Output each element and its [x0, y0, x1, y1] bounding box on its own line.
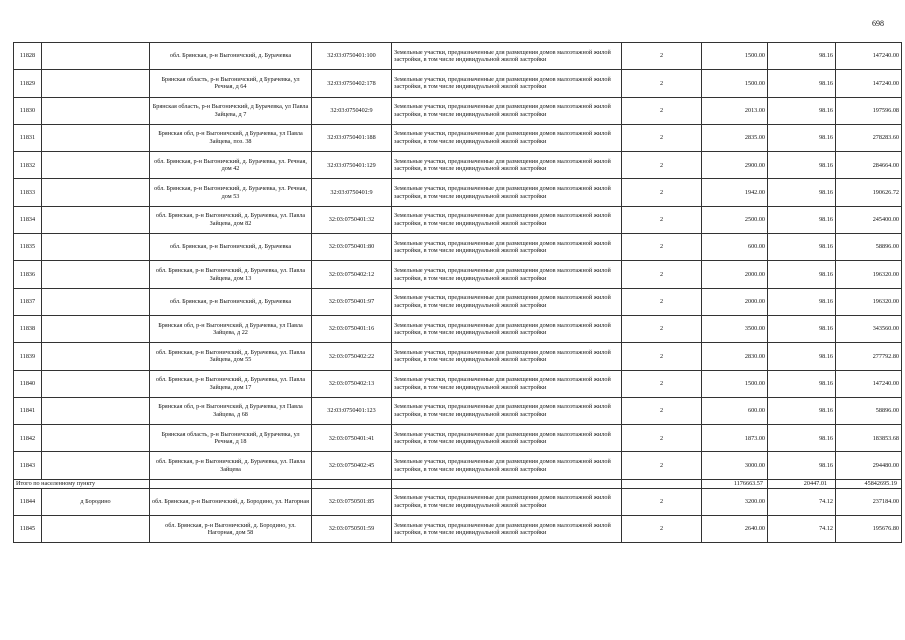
- area-cell: 600.00: [702, 234, 768, 261]
- area-cell: 2830.00: [702, 343, 768, 370]
- value-cell: 237184.00: [836, 488, 902, 515]
- rows-section-a: [14, 43, 902, 480]
- cadastral-number-cell: 32:03:0750402:45: [312, 452, 392, 479]
- row-number: 11832: [14, 152, 42, 179]
- value-cell: 183853.68: [836, 425, 902, 452]
- rate-cell: 98.16: [768, 452, 836, 479]
- cadastral-number-cell: 32:03:0750401:129: [312, 152, 392, 179]
- row-number: 11836: [14, 261, 42, 288]
- area-cell: 1500.00: [702, 43, 768, 70]
- category-cell: 2: [622, 452, 702, 479]
- land-use-cell: Земельные участки, предназначенные для размещения домов малоэтажной жилой застройки, в том числе индивидуальной жилой застройки: [392, 261, 622, 288]
- locality-cell: [42, 261, 150, 288]
- address-cell: Брянская обл, р-н Выгоничский, д Бурачевка, ул Павла Зайцева, поз. 38: [150, 124, 312, 151]
- table-row: [14, 343, 902, 370]
- rate-cell: 98.16: [768, 70, 836, 97]
- row-number: 11830: [14, 97, 42, 124]
- table-row: [14, 425, 902, 452]
- area-cell: 3200.00: [702, 488, 768, 515]
- rate-cell: 98.16: [768, 97, 836, 124]
- value-cell: 277792.80: [836, 343, 902, 370]
- table-row: [14, 152, 902, 179]
- rate-cell: 98.16: [768, 206, 836, 233]
- locality-cell: [42, 179, 150, 206]
- table-row: [14, 97, 902, 124]
- cadastral-number-cell: 32:03:0750402:9: [312, 97, 392, 124]
- category-cell: 2: [622, 425, 702, 452]
- total-empty-cell: [622, 479, 702, 488]
- rate-cell: 98.16: [768, 261, 836, 288]
- cadastral-number-cell: 32:03:0750401:16: [312, 315, 392, 342]
- land-use-cell: Земельные участки, предназначенные для размещения домов малоэтажной жилой застройки, в том числе индивидуальной жилой застройки: [392, 152, 622, 179]
- land-use-cell: Земельные участки, предназначенные для размещения домов малоэтажной жилой застройки, в том числе индивидуальной жилой застройки: [392, 179, 622, 206]
- cadastral-number-cell: 32:03:0750401:32: [312, 206, 392, 233]
- address-cell: обл. Брянская, р-н Выгоничский, д. Бурачевка: [150, 43, 312, 70]
- category-cell: 2: [622, 152, 702, 179]
- address-cell: Брянская обл, р-н Выгоничский, д Бурачевка, ул Павла Зайцева, д 68: [150, 397, 312, 424]
- category-cell: 2: [622, 315, 702, 342]
- table-row: [14, 516, 902, 543]
- table-row: [14, 234, 902, 261]
- area-cell: 2000.00: [702, 261, 768, 288]
- locality-cell: [42, 516, 150, 543]
- value-cell: 284664.00: [836, 152, 902, 179]
- total-empty-cell: [150, 479, 312, 488]
- total-rate: 20447.01: [768, 479, 836, 488]
- table-row: [14, 261, 902, 288]
- table-row: [14, 179, 902, 206]
- area-cell: 2900.00: [702, 152, 768, 179]
- area-cell: 600.00: [702, 397, 768, 424]
- cadastral-number-cell: 32:03:0750401:80: [312, 234, 392, 261]
- address-cell: Брянская область, р-н Выгоничский, д Бурачевка, ул Павла Зайцева, д 7: [150, 97, 312, 124]
- cadastral-number-cell: 32:03:0750402:22: [312, 343, 392, 370]
- rate-cell: 74.12: [768, 488, 836, 515]
- table-row: [14, 315, 902, 342]
- row-number: 11840: [14, 370, 42, 397]
- land-use-cell: Земельные участки, предназначенные для размещения домов малоэтажной жилой застройки, в том числе индивидуальной жилой застройки: [392, 516, 622, 543]
- cadastral-number-cell: 32:03:0750402:12: [312, 261, 392, 288]
- value-cell: 147240.00: [836, 70, 902, 97]
- total-empty-cell: [392, 479, 622, 488]
- row-number: 11845: [14, 516, 42, 543]
- category-cell: 2: [622, 97, 702, 124]
- land-use-cell: Земельные участки, предназначенные для размещения домов малоэтажной жилой застройки, в том числе индивидуальной жилой застройки: [392, 397, 622, 424]
- area-cell: 1500.00: [702, 370, 768, 397]
- total-area: 1176663.57: [702, 479, 768, 488]
- table-row: [14, 124, 902, 151]
- rate-cell: 98.16: [768, 343, 836, 370]
- value-cell: 278283.60: [836, 124, 902, 151]
- locality-cell: [42, 97, 150, 124]
- area-cell: 2000.00: [702, 288, 768, 315]
- land-use-cell: Земельные участки, предназначенные для размещения домов малоэтажной жилой застройки, в том числе индивидуальной жилой застройки: [392, 488, 622, 515]
- category-cell: 2: [622, 179, 702, 206]
- table-row: [14, 288, 902, 315]
- address-cell: обл. Брянская, р-н Выгоничский, д. Бурачевка, ул. Павла Зайцева, дом 82: [150, 206, 312, 233]
- locality-cell: [42, 343, 150, 370]
- table-row: [14, 206, 902, 233]
- rate-cell: 98.16: [768, 124, 836, 151]
- address-cell: обл. Брянская, р-н Выгоничский, д. Бурачевка: [150, 288, 312, 315]
- locality-cell: [42, 206, 150, 233]
- value-cell: 294480.00: [836, 452, 902, 479]
- table-row: [14, 397, 902, 424]
- table-row: [14, 70, 902, 97]
- category-cell: 2: [622, 234, 702, 261]
- row-number: 11834: [14, 206, 42, 233]
- category-cell: 2: [622, 261, 702, 288]
- rate-cell: 98.16: [768, 179, 836, 206]
- total-label: Итого по населенному пункту: [14, 479, 150, 488]
- total-row: [14, 479, 902, 488]
- table-row: [14, 488, 902, 515]
- rate-cell: 98.16: [768, 315, 836, 342]
- total-section: [14, 479, 902, 488]
- cadastral-number-cell: 32:03:0750402:13: [312, 370, 392, 397]
- locality-cell: [42, 43, 150, 70]
- value-cell: 196320.00: [836, 288, 902, 315]
- category-cell: 2: [622, 206, 702, 233]
- page-number: 698: [872, 19, 884, 28]
- cadastral-number-cell: 32:03:0750401:41: [312, 425, 392, 452]
- value-cell: 147240.00: [836, 43, 902, 70]
- value-cell: 58896.00: [836, 397, 902, 424]
- cadastral-number-cell: 32:03:0750401:188: [312, 124, 392, 151]
- row-number: 11841: [14, 397, 42, 424]
- row-number: 11829: [14, 70, 42, 97]
- row-number: 11843: [14, 452, 42, 479]
- cadastral-number-cell: 32:03:0750401:123: [312, 397, 392, 424]
- table-row: [14, 452, 902, 479]
- address-cell: обл. Брянская, р-н Выгоничский, д. Бурачевка, ул. Речная, дом 53: [150, 179, 312, 206]
- rate-cell: 98.16: [768, 43, 836, 70]
- locality-cell: [42, 397, 150, 424]
- locality-cell: [42, 452, 150, 479]
- area-cell: 3500.00: [702, 315, 768, 342]
- area-cell: 3000.00: [702, 452, 768, 479]
- locality-cell: [42, 234, 150, 261]
- land-use-cell: Земельные участки, предназначенные для размещения домов малоэтажной жилой застройки, в том числе индивидуальной жилой застройки: [392, 206, 622, 233]
- locality-cell: [42, 315, 150, 342]
- row-number: 11838: [14, 315, 42, 342]
- address-cell: обл. Брянская, р-н Выгоничский, д. Бурачевка, ул. Павла Зайцева, дом 17: [150, 370, 312, 397]
- total-empty-cell: [312, 479, 392, 488]
- address-cell: Брянская область, р-н Выгоничский, д Бурачевка, ул Речная, д 64: [150, 70, 312, 97]
- row-number: 11837: [14, 288, 42, 315]
- cadastral-number-cell: 32:03:0750402:178: [312, 70, 392, 97]
- table-row: [14, 370, 902, 397]
- land-use-cell: Земельные участки, предназначенные для размещения домов малоэтажной жилой застройки, в том числе индивидуальной жилой застройки: [392, 124, 622, 151]
- value-cell: 197596.08: [836, 97, 902, 124]
- area-cell: 2835.00: [702, 124, 768, 151]
- value-cell: 195676.80: [836, 516, 902, 543]
- category-cell: 2: [622, 343, 702, 370]
- rate-cell: 98.16: [768, 288, 836, 315]
- area-cell: 1500.00: [702, 70, 768, 97]
- address-cell: обл. Брянская, р-н Выгоничский, д. Бурачевка: [150, 234, 312, 261]
- address-cell: обл. Брянская, р-н Выгоничский, д. Бурачевка, ул. Речная, дом 42: [150, 152, 312, 179]
- rate-cell: 98.16: [768, 425, 836, 452]
- row-number: 11844: [14, 488, 42, 515]
- land-use-cell: Земельные участки, предназначенные для размещения домов малоэтажной жилой застройки, в том числе индивидуальной жилой застройки: [392, 70, 622, 97]
- land-use-cell: Земельные участки, предназначенные для размещения домов малоэтажной жилой застройки, в том числе индивидуальной жилой застройки: [392, 288, 622, 315]
- land-use-cell: Земельные участки, предназначенные для размещения домов малоэтажной жилой застройки, в том числе индивидуальной жилой застройки: [392, 425, 622, 452]
- locality-cell: [42, 425, 150, 452]
- address-cell: обл. Брянская, р-н Выгоничский, д. Бородино, ул. Нагорная: [150, 488, 312, 515]
- value-cell: 58896.00: [836, 234, 902, 261]
- address-cell: обл. Брянская, р-н Выгоничский, д. Бурачевка, ул. Павла Зайцева, дом 13: [150, 261, 312, 288]
- total-tax: 45842695.19: [836, 479, 902, 488]
- category-cell: 2: [622, 70, 702, 97]
- row-number: 11833: [14, 179, 42, 206]
- row-number: 11828: [14, 43, 42, 70]
- row-number: 11831: [14, 124, 42, 151]
- address-cell: Брянская область, р-н Выгоничский, д Бурачевка, ул Речная, д 18: [150, 425, 312, 452]
- value-cell: 190626.72: [836, 179, 902, 206]
- value-cell: 147240.00: [836, 370, 902, 397]
- land-use-cell: Земельные участки, предназначенные для размещения домов малоэтажной жилой застройки, в том числе индивидуальной жилой застройки: [392, 234, 622, 261]
- category-cell: 2: [622, 370, 702, 397]
- locality-cell: [42, 370, 150, 397]
- value-cell: 196320.00: [836, 261, 902, 288]
- cadastral-number-cell: 32:03:0750401:97: [312, 288, 392, 315]
- locality-cell: [42, 70, 150, 97]
- locality-cell: [42, 152, 150, 179]
- category-cell: 2: [622, 288, 702, 315]
- land-registry-table: [13, 42, 902, 543]
- value-cell: 343560.00: [836, 315, 902, 342]
- row-number: 11839: [14, 343, 42, 370]
- address-cell: обл. Брянская, р-н Выгоничский, д. Бурачевка, ул. Павла Зайцева: [150, 452, 312, 479]
- cadastral-number-cell: 32:03:0750501:59: [312, 516, 392, 543]
- rate-cell: 98.16: [768, 370, 836, 397]
- cadastral-number-cell: 32:03:0750501:85: [312, 488, 392, 515]
- locality-cell: д Бородино: [42, 488, 150, 515]
- area-cell: 2640.00: [702, 516, 768, 543]
- row-number: 11835: [14, 234, 42, 261]
- address-cell: Брянская обл, р-н Выгоничский, д Бурачевка, ул Павла Зайцева, д 22: [150, 315, 312, 342]
- land-use-cell: Земельные участки, предназначенные для размещения домов малоэтажной жилой застройки, в том числе индивидуальной жилой застройки: [392, 370, 622, 397]
- address-cell: обл. Брянская, р-н Выгоничский, д. Бурачевка, ул. Павла Зайцева, дом 55: [150, 343, 312, 370]
- area-cell: 1873.00: [702, 425, 768, 452]
- table-row: [14, 43, 902, 70]
- row-number: 11842: [14, 425, 42, 452]
- area-cell: 1942.00: [702, 179, 768, 206]
- locality-cell: [42, 124, 150, 151]
- address-cell: обл. Брянская, р-н Выгоничский, д. Бородино, ул. Нагорная, дом 58: [150, 516, 312, 543]
- area-cell: 2013.00: [702, 97, 768, 124]
- land-use-cell: Земельные участки, предназначенные для размещения домов малоэтажной жилой застройки, в том числе индивидуальной жилой застройки: [392, 452, 622, 479]
- rate-cell: 74.12: [768, 516, 836, 543]
- land-use-cell: Земельные участки, предназначенные для размещения домов малоэтажной жилой застройки, в том числе индивидуальной жилой застройки: [392, 43, 622, 70]
- rate-cell: 98.16: [768, 397, 836, 424]
- locality-cell: [42, 288, 150, 315]
- category-cell: 2: [622, 124, 702, 151]
- category-cell: 2: [622, 397, 702, 424]
- rows-section-b: [14, 488, 902, 543]
- cadastral-number-cell: 32:03:0750401:9: [312, 179, 392, 206]
- category-cell: 2: [622, 488, 702, 515]
- value-cell: 245400.00: [836, 206, 902, 233]
- land-use-cell: Земельные участки, предназначенные для размещения домов малоэтажной жилой застройки, в том числе индивидуальной жилой застройки: [392, 97, 622, 124]
- land-use-cell: Земельные участки, предназначенные для размещения домов малоэтажной жилой застройки, в том числе индивидуальной жилой застройки: [392, 343, 622, 370]
- category-cell: 2: [622, 43, 702, 70]
- area-cell: 2500.00: [702, 206, 768, 233]
- cadastral-number-cell: 32:03:0750401:100: [312, 43, 392, 70]
- category-cell: 2: [622, 516, 702, 543]
- rate-cell: 98.16: [768, 234, 836, 261]
- land-use-cell: Земельные участки, предназначенные для размещения домов малоэтажной жилой застройки, в том числе индивидуальной жилой застройки: [392, 315, 622, 342]
- rate-cell: 98.16: [768, 152, 836, 179]
